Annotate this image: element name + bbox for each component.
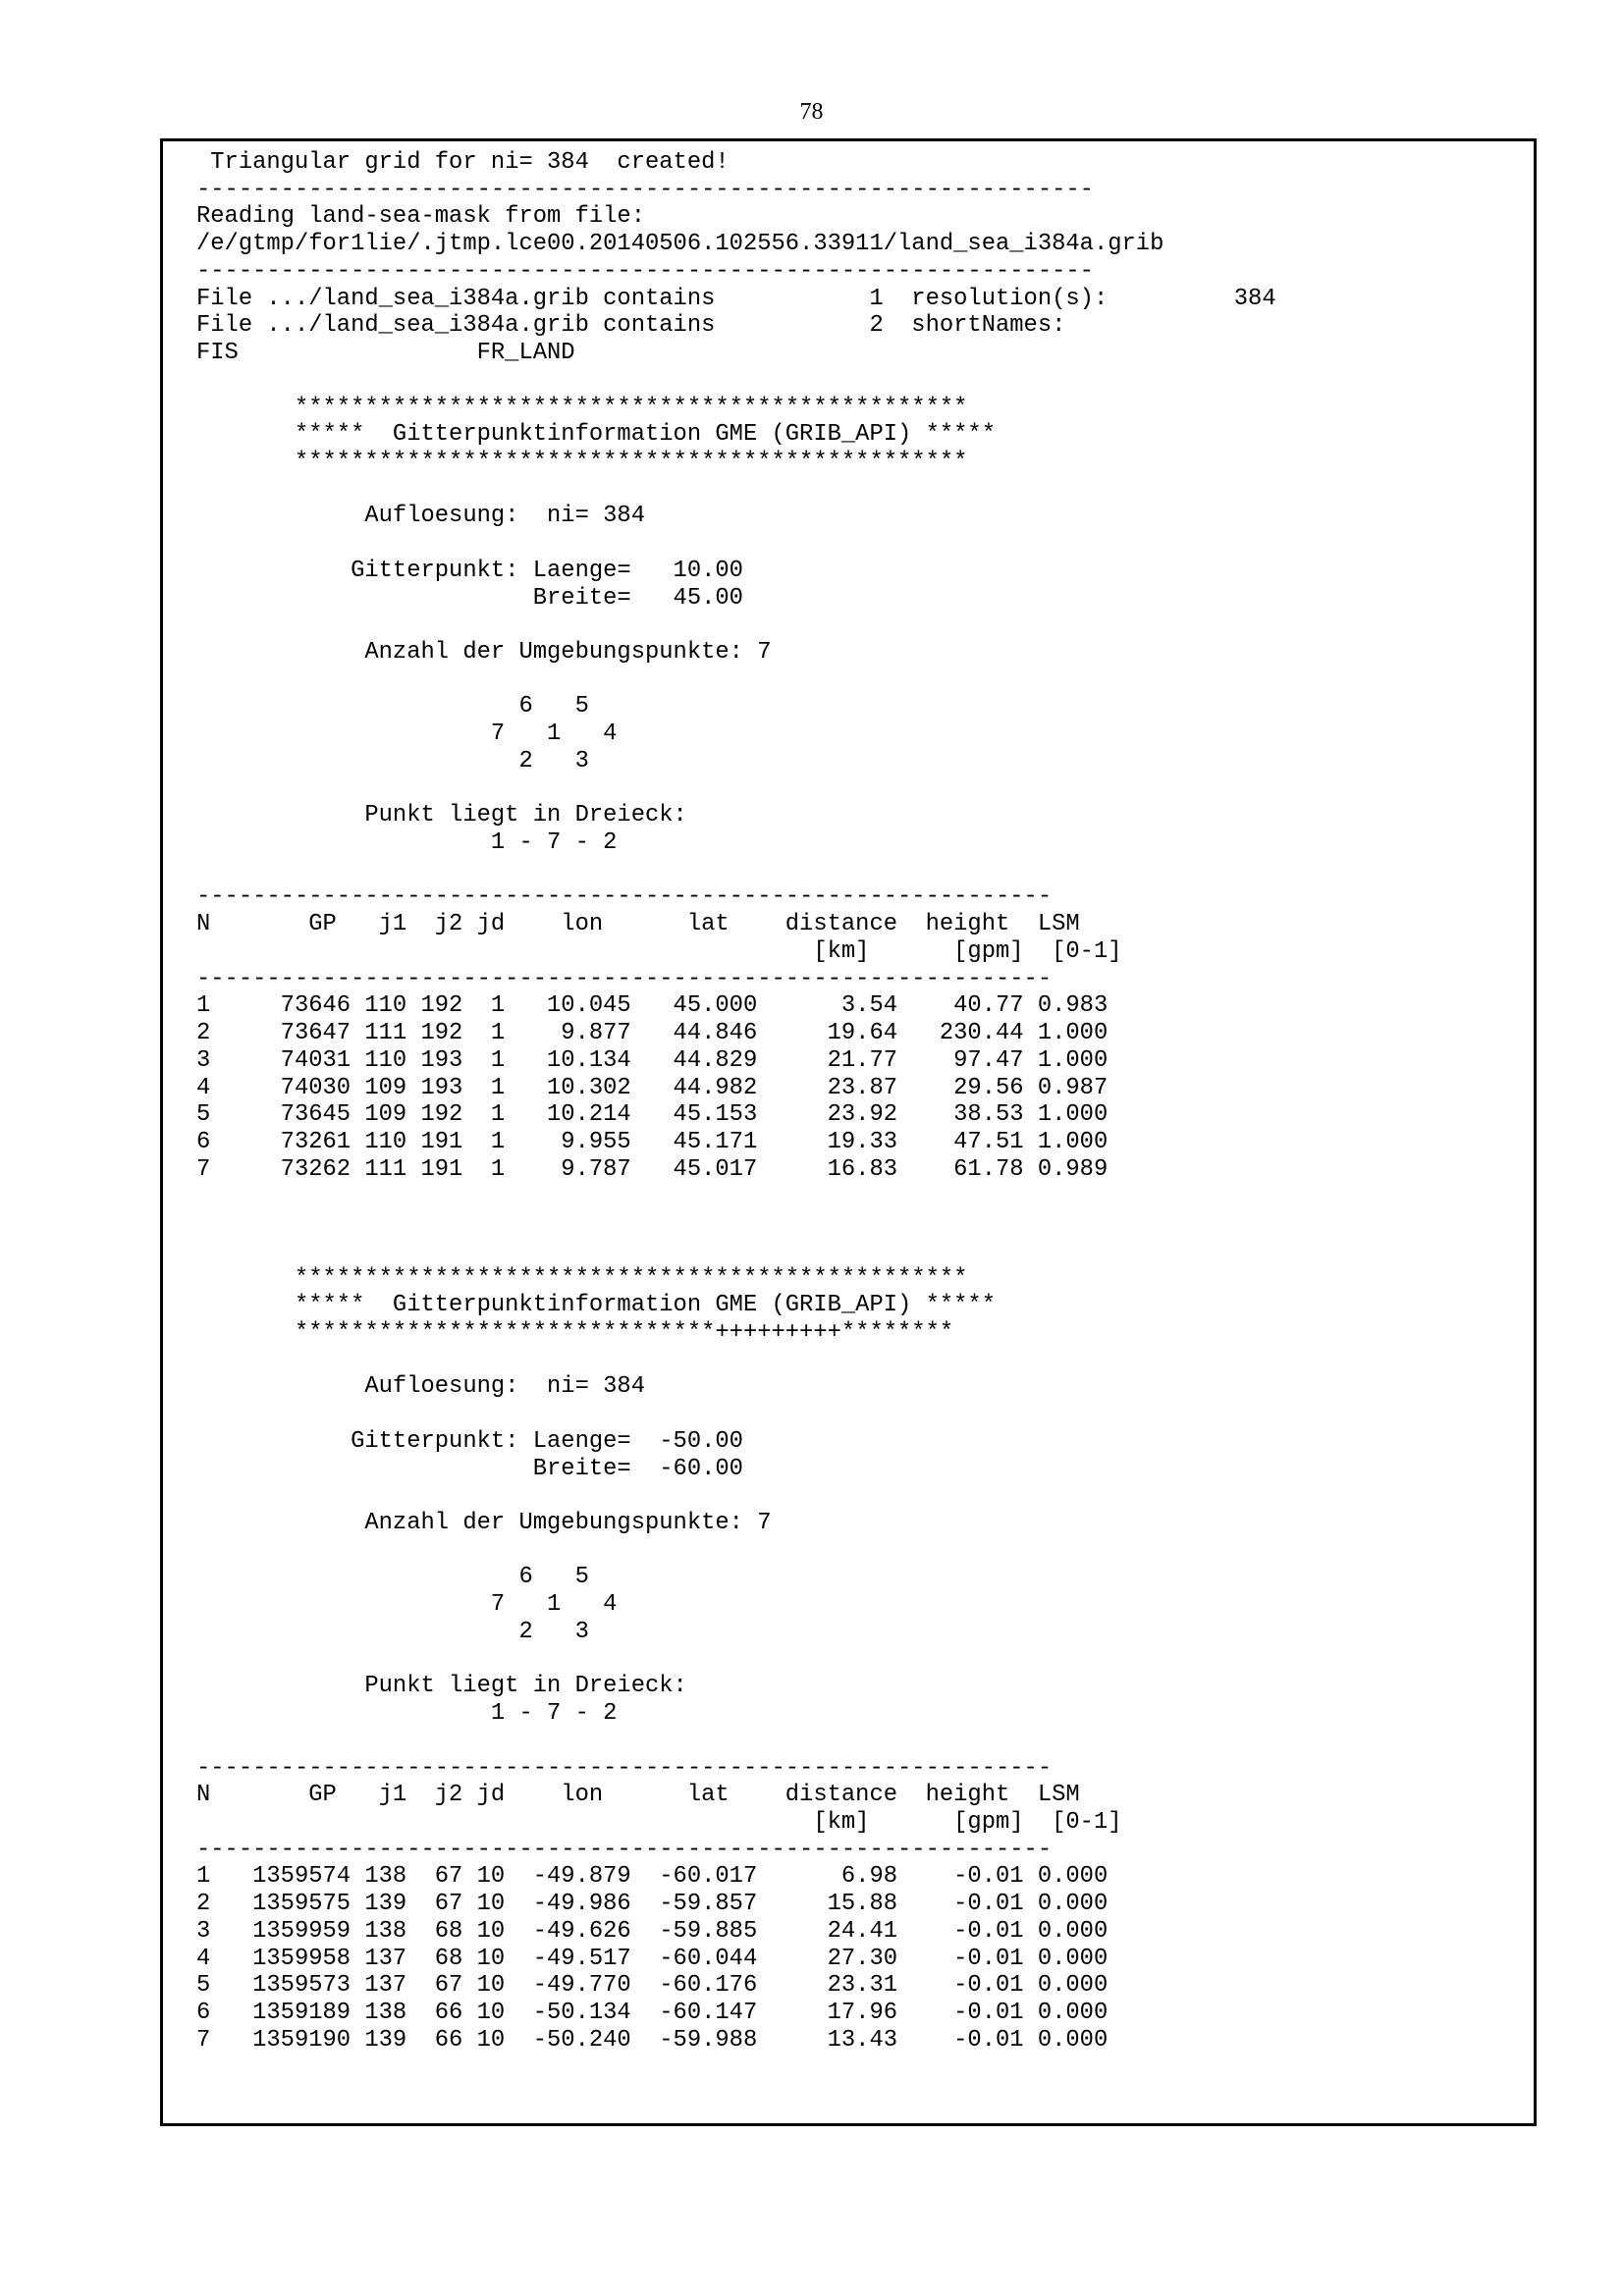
- output-line: Anzahl der Umgebungspunkte: 7: [196, 639, 772, 666]
- output-line: 5 73645 109 192 1 10.214 45.153 23.92 38.53 1.000: [196, 1101, 1109, 1129]
- output-line: ******************************+++++++++********: [196, 1319, 954, 1346]
- output-line: Aufloesung: ni= 384: [196, 503, 645, 530]
- output-line: /e/gtmp/for1lie/.jtmp.lce00.20140506.102556.33911/land_sea_i384a.grib: [196, 231, 1164, 258]
- output-line: 6 5: [196, 693, 589, 721]
- output-line: 7 1359190 139 66 10 -50.240 -59.988 13.43 -0.01 0.000: [196, 2026, 1109, 2054]
- output-line: -------------------------------------------------------------: [196, 965, 1053, 992]
- output-line: -------------------------------------------------------------: [196, 883, 1053, 911]
- output-line: 2 3: [196, 1618, 589, 1645]
- output-line: 7 73262 111 191 1 9.787 45.017 16.83 61.78 0.989: [196, 1155, 1109, 1183]
- output-line: 6 73261 110 191 1 9.955 45.171 19.33 47.51 1.000: [196, 1128, 1109, 1155]
- output-line: ***** Gitterpunktinformation GME (GRIB_API) *****: [196, 1292, 996, 1319]
- output-line: Breite= -60.00: [196, 1455, 743, 1482]
- output-line: [km] [gpm] [0-1]: [196, 937, 1122, 965]
- output-line: N GP j1 j2 jd lon lat distance height LSM: [196, 1782, 1080, 1809]
- output-line: 4 74030 109 193 1 10.302 44.982 23.87 29.56 0.987: [196, 1074, 1109, 1101]
- output-line: 1 - 7 - 2: [196, 1700, 618, 1727]
- output-line: Gitterpunkt: Laenge= -50.00: [196, 1427, 743, 1455]
- output-line: 6 1359189 138 66 10 -50.134 -60.147 17.96 -0.01 0.000: [196, 2000, 1109, 2026]
- page-number: 78: [799, 99, 824, 125]
- output-line: 1 1359574 138 67 10 -49.879 -60.017 6.98 -0.01 0.000: [196, 1863, 1109, 1891]
- output-line: 3 74031 110 193 1 10.134 44.829 21.77 97.47 1.000: [196, 1046, 1109, 1074]
- output-line: 2 73647 111 192 1 9.877 44.846 19.64 230.44 1.000: [196, 1020, 1109, 1046]
- output-line: 2 1359575 139 67 10 -49.986 -59.857 15.88 -0.01 0.000: [196, 1891, 1109, 1918]
- output-line: Anzahl der Umgebungspunkte: 7: [196, 1510, 772, 1536]
- output-line: 3 1359959 138 68 10 -49.626 -59.885 24.41 -0.01 0.000: [196, 1917, 1109, 1945]
- output-line: FIS FR_LAND: [196, 340, 575, 366]
- output-line: 2 3: [196, 747, 589, 774]
- output-line: -------------------------------------------------------------: [196, 1836, 1053, 1863]
- output-line: File .../land_sea_i384a.grib contains 2 shortNames:: [196, 312, 1066, 340]
- output-line: Aufloesung: ni= 384: [196, 1373, 645, 1401]
- output-line: ************************************************: [196, 1264, 968, 1292]
- output-line: N GP j1 j2 jd lon lat distance height LSM: [196, 911, 1080, 938]
- output-line: Punkt liegt in Dreieck:: [196, 802, 687, 829]
- output-line: Breite= 45.00: [196, 584, 743, 612]
- output-line: 1 - 7 - 2: [196, 829, 618, 856]
- output-line: ***** Gitterpunktinformation GME (GRIB_API) *****: [196, 421, 996, 449]
- output-line: [km] [gpm] [0-1]: [196, 1808, 1122, 1836]
- output-line: Triangular grid for ni= 384 created!: [196, 149, 730, 176]
- output-line: Gitterpunkt: Laenge= 10.00: [196, 557, 743, 584]
- output-line: Reading land-sea-mask from file:: [196, 203, 645, 231]
- output-line: 6 5: [196, 1564, 589, 1591]
- output-line: ----------------------------------------------------------------: [196, 257, 1094, 285]
- output-line: 4 1359958 137 68 10 -49.517 -60.044 27.30 -0.01 0.000: [196, 1945, 1109, 1972]
- output-line: Punkt liegt in Dreieck:: [196, 1673, 687, 1700]
- output-line: -------------------------------------------------------------: [196, 1754, 1053, 1782]
- output-line: File .../land_sea_i384a.grib contains 1 resolution(s): 384: [196, 285, 1276, 312]
- output-line: 7 1 4: [196, 721, 618, 748]
- output-line: ************************************************: [196, 394, 968, 421]
- output-line: ************************************************: [196, 448, 968, 475]
- output-line: ----------------------------------------------------------------: [196, 176, 1094, 203]
- output-line: 5 1359573 137 67 10 -49.770 -60.176 23.31 -0.01 0.000: [196, 1972, 1109, 2000]
- output-line: 1 73646 110 192 1 10.045 45.000 3.54 40.77 0.983: [196, 992, 1109, 1020]
- output-line: 7 1 4: [196, 1591, 618, 1619]
